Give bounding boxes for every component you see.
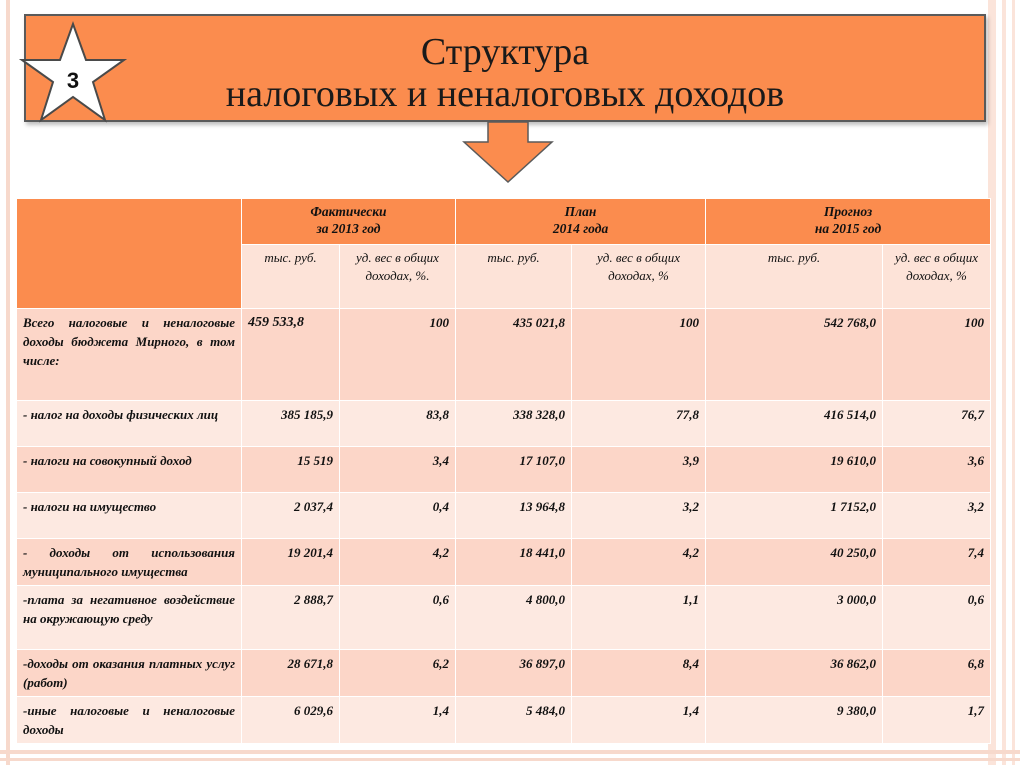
table-row — [17, 493, 991, 539]
value-cell: 100 — [572, 309, 706, 401]
row-label: - налоги на имущество — [17, 493, 242, 539]
value-cell: 385 185,9 — [242, 401, 340, 447]
row-label: - налоги на совокупный доход — [17, 447, 242, 493]
subheader-cell: тыс. руб. — [456, 245, 572, 309]
value-cell: 6,2 — [340, 650, 456, 697]
slide-title-line2: налоговых и неналоговых доходов — [225, 73, 785, 115]
value-cell: 36 897,0 — [456, 650, 572, 697]
value-cell: 6 029,6 — [242, 697, 340, 744]
subheader-cell: уд. вес в общих доходах, % — [883, 245, 991, 309]
table-row — [17, 697, 991, 744]
row-label: -доходы от оказания платных услуг (работ) — [17, 650, 242, 697]
subheader-cell: тыс. руб. — [242, 245, 340, 309]
value-cell: 7,4 — [883, 539, 991, 586]
value-cell: 18 441,0 — [456, 539, 572, 586]
table-row — [17, 401, 991, 447]
value-cell: 1,4 — [572, 697, 706, 744]
value-cell: 1,7 — [883, 697, 991, 744]
value-cell: 28 671,8 — [242, 650, 340, 697]
value-cell: 3,2 — [572, 493, 706, 539]
down-arrow-icon — [462, 120, 554, 184]
value-cell: 0,6 — [883, 586, 991, 650]
slide-title-line1: Структура — [420, 31, 590, 73]
value-cell: 0,4 — [340, 493, 456, 539]
value-cell: 83,8 — [340, 401, 456, 447]
value-cell: 100 — [340, 309, 456, 401]
value-cell: 15 519 — [242, 447, 340, 493]
value-cell: 3,6 — [883, 447, 991, 493]
value-cell: 1,1 — [572, 586, 706, 650]
table-row — [17, 650, 991, 697]
table-row — [17, 309, 991, 401]
value-cell: 17 107,0 — [456, 447, 572, 493]
value-cell: 2 037,4 — [242, 493, 340, 539]
value-cell: 13 964,8 — [456, 493, 572, 539]
frame-right-stripe — [1012, 0, 1015, 765]
row-label: -иные налоговые и неналоговые доходы — [17, 697, 242, 744]
row-label: - налог на доходы физических лиц — [17, 401, 242, 447]
value-cell: 77,8 — [572, 401, 706, 447]
value-cell: 19 610,0 — [706, 447, 883, 493]
value-cell: 19 201,4 — [242, 539, 340, 586]
header-group-2013: Фактически за 2013 год — [242, 199, 456, 245]
value-cell: 3,9 — [572, 447, 706, 493]
revenue-structure-table — [16, 198, 991, 744]
table-row — [17, 447, 991, 493]
value-cell: 338 328,0 — [456, 401, 572, 447]
value-cell: 3,2 — [883, 493, 991, 539]
value-cell: 8,4 — [572, 650, 706, 697]
subheader-cell: уд. вес в общих доходах, % — [572, 245, 706, 309]
header-group-2015: Прогноз на 2015 год — [706, 199, 991, 245]
value-cell: 4,2 — [572, 539, 706, 586]
row-label: -плата за негативное воздействие на окружающую среду — [17, 586, 242, 650]
table-row — [17, 539, 991, 586]
value-cell: 1 7152,0 — [706, 493, 883, 539]
value-cell: 40 250,0 — [706, 539, 883, 586]
subheader-cell: уд. вес в общих доходах, %. — [340, 245, 456, 309]
value-cell: 9 380,0 — [706, 697, 883, 744]
row-label: - доходы от использования муниципального имущества — [17, 539, 242, 586]
value-cell: 76,7 — [883, 401, 991, 447]
frame-left-stripe — [6, 0, 10, 765]
value-cell: 3,4 — [340, 447, 456, 493]
value-cell: 4 800,0 — [456, 586, 572, 650]
frame-right-stripe — [1002, 0, 1006, 765]
header-group-2014: План 2014 года — [456, 199, 706, 245]
row-label: Всего налоговые и неналоговые доходы бюджета Мирного, в том числе: — [17, 309, 242, 401]
title-banner — [24, 14, 986, 122]
value-cell: 36 862,0 — [706, 650, 883, 697]
star-badge-icon — [18, 20, 128, 130]
frame-bottom-stripe — [0, 750, 1020, 754]
frame-bottom-stripe — [0, 758, 1020, 761]
table-row — [17, 586, 991, 650]
value-cell: 435 021,8 — [456, 309, 572, 401]
value-cell: 1,4 — [340, 697, 456, 744]
value-cell: 542 768,0 — [706, 309, 883, 401]
value-cell: 0,6 — [340, 586, 456, 650]
header-corner — [17, 199, 242, 309]
value-cell: 459 533,8 — [242, 309, 340, 401]
value-cell: 416 514,0 — [706, 401, 883, 447]
value-cell: 4,2 — [340, 539, 456, 586]
subheader-cell: тыс. руб. — [706, 245, 883, 309]
value-cell: 5 484,0 — [456, 697, 572, 744]
slide-number: 3 — [66, 68, 80, 93]
value-cell: 3 000,0 — [706, 586, 883, 650]
value-cell: 2 888,7 — [242, 586, 340, 650]
value-cell: 100 — [883, 309, 991, 401]
value-cell: 6,8 — [883, 650, 991, 697]
